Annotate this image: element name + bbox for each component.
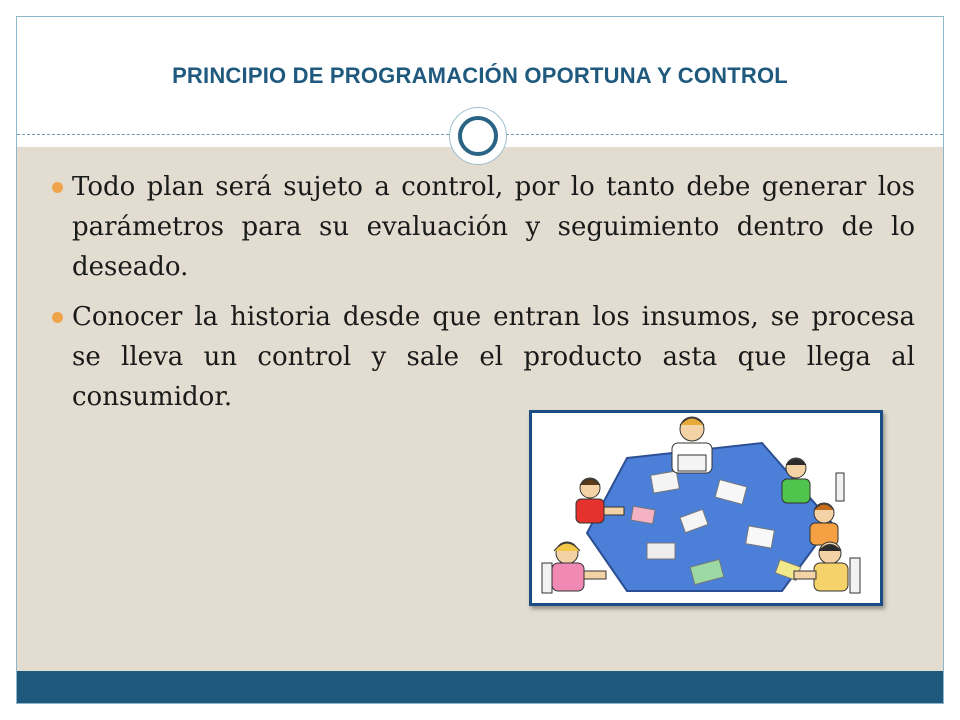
bullet-item [72,297,915,417]
meeting-illustration [529,410,883,606]
bullet-text: Conocer la historia desde que entran los insumos, se procesa se lleva un control y sale el producto asta que llega al consumidor. [72,302,915,412]
slide-title: PRINCIPIO DE PROGRAMACIÓN OPORTUNA Y CONTROL [172,63,788,88]
bullet-list [72,167,915,427]
circle-ring-icon [450,108,506,164]
ring-inner [458,116,498,156]
orange-dot-icon [52,182,63,193]
orange-dot-icon [52,312,63,323]
slide [16,16,944,704]
meeting-illustration-svg [532,413,880,603]
bottom-bar [17,671,943,703]
bullet-item [72,167,915,287]
bullet-text: Todo plan será sujeto a control, por lo tanto debe generar los parámetros para su evaluación y seguimiento dentro de lo deseado. [72,172,915,282]
